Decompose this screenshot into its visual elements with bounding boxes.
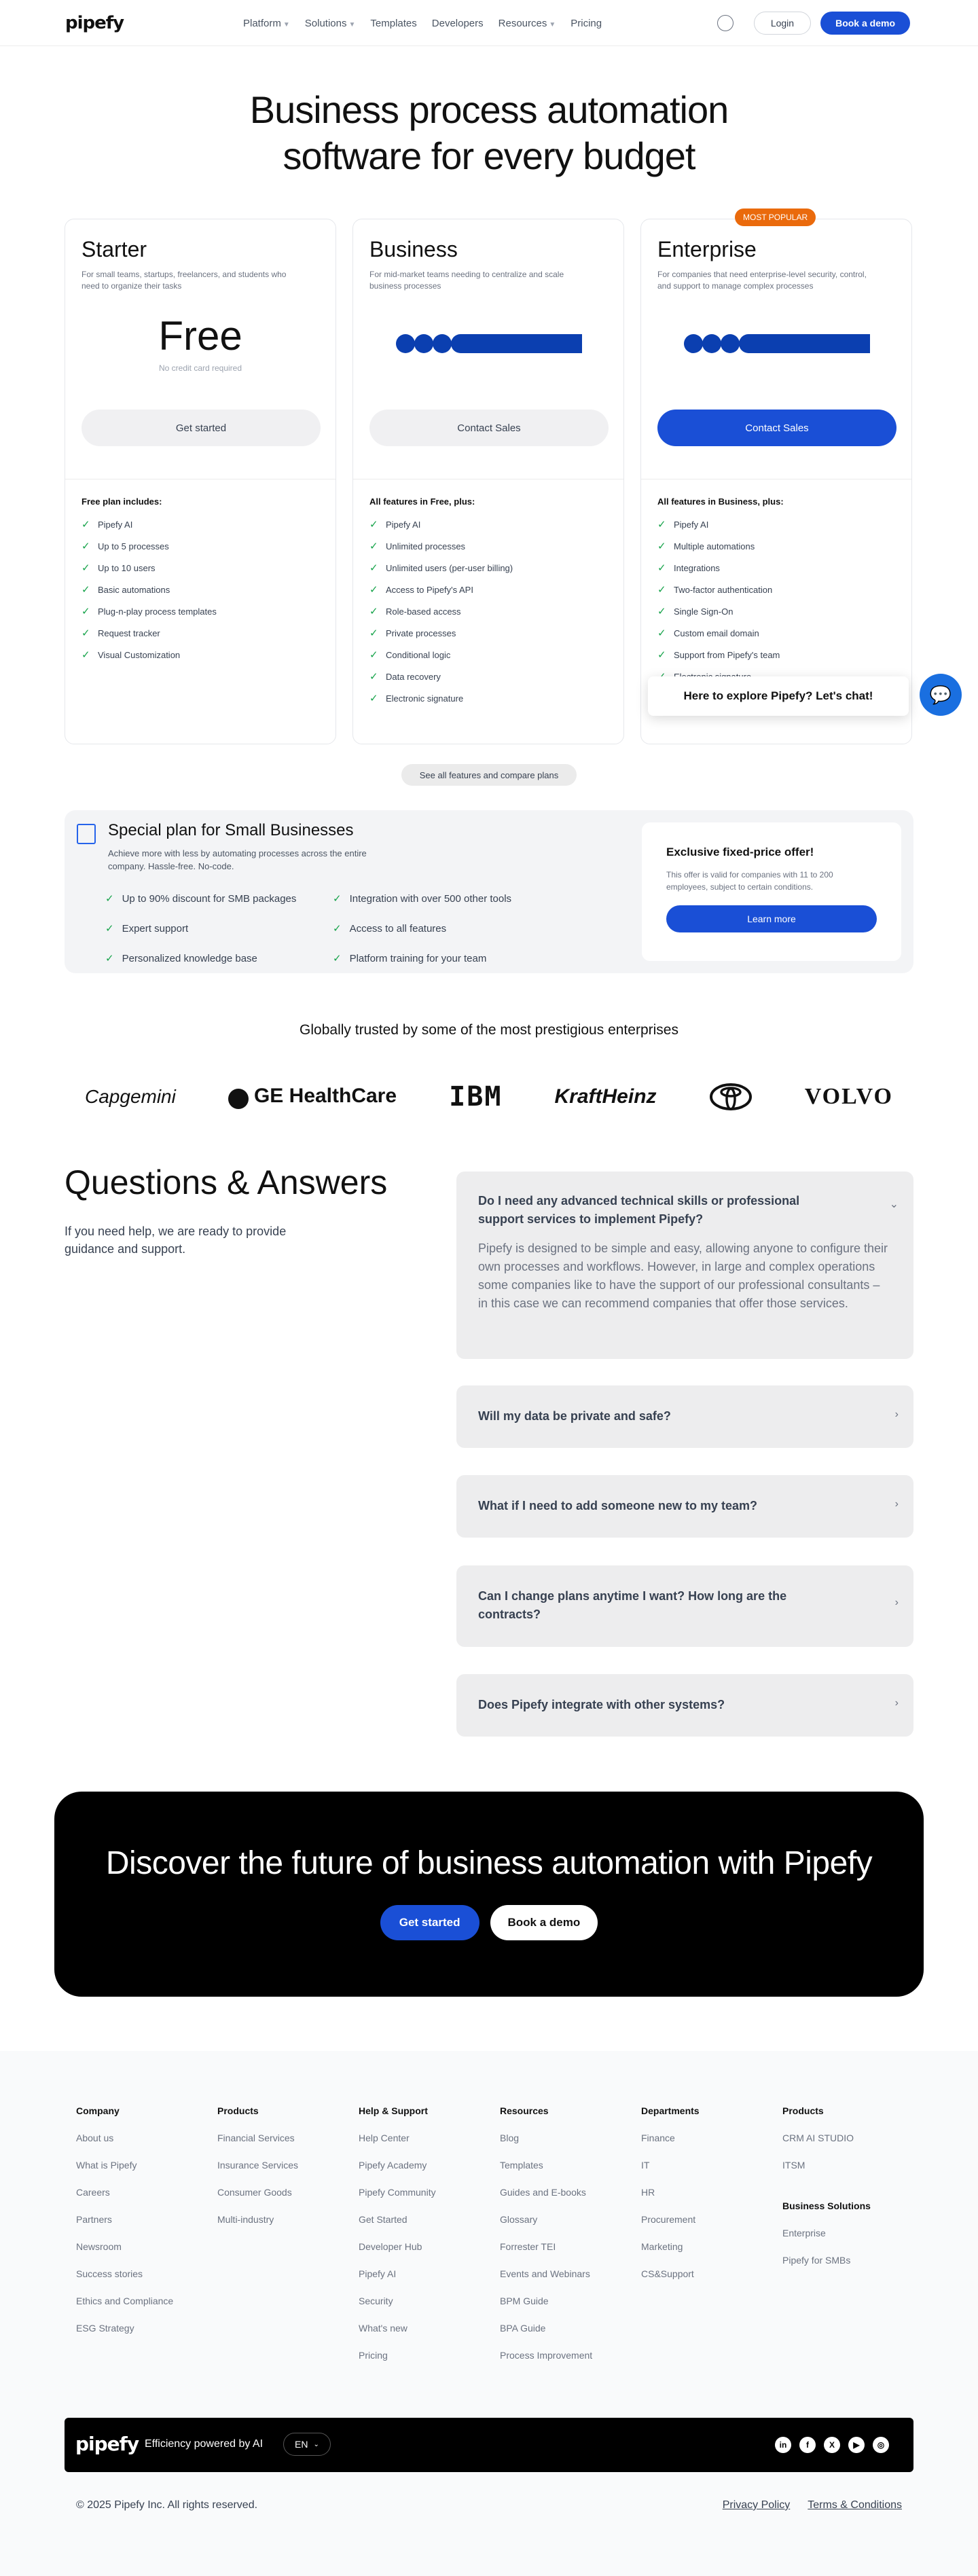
- smb-benefits-col2: [333, 884, 511, 973]
- volvo-logo: VOLVO: [804, 1084, 893, 1109]
- get-started-button[interactable]: Get started: [380, 1905, 479, 1940]
- feature-item: ✓ Pipefy AI: [657, 519, 709, 530]
- check-icon: ✓: [657, 606, 666, 617]
- feature-item: ✓ Request tracker: [82, 628, 160, 639]
- footer-link[interactable]: Financial Services: [217, 2133, 295, 2143]
- footer-link[interactable]: Ethics and Compliance: [76, 2296, 174, 2306]
- feature-item: ✓ Data recovery: [369, 671, 441, 683]
- footer-link[interactable]: Process Improvement: [500, 2350, 593, 2361]
- footer-column-products: Products Financial Services Insurance Services Consumer Goods Multi-industry: [217, 2105, 298, 2228]
- pricing-plans: [65, 213, 912, 744]
- chevron-right-icon: ›: [894, 1498, 899, 1510]
- terms-link[interactable]: Terms & Conditions: [808, 2499, 902, 2511]
- nav-developers[interactable]: Developers: [431, 17, 484, 29]
- privacy-policy-link[interactable]: Privacy Policy: [722, 2499, 791, 2511]
- client-logos: [65, 1076, 913, 1117]
- contact-sales-button[interactable]: Contact Sales: [657, 410, 896, 446]
- smb-subtitle: Achieve more with less by automating processes across the entire company. Hassle-free. No-code.: [108, 848, 367, 871]
- nav-platform[interactable]: Platform ▼: [243, 17, 290, 29]
- qa-subtitle: If you need help, we are ready to provide guidance and support.: [65, 1224, 287, 1256]
- footer-link[interactable]: Pipefy AI: [359, 2268, 397, 2279]
- faq-question: What if I need to add someone new to my team?: [478, 1499, 758, 1512]
- footer-link[interactable]: BPM Guide: [500, 2296, 549, 2306]
- copyright: © 2025 Pipefy Inc. All rights reserved.: [76, 2499, 258, 2511]
- benefit-item: ✓ Personalized knowledge base: [105, 952, 257, 964]
- faq-question: Will my data be private and safe?: [478, 1409, 671, 1423]
- footer-link[interactable]: ITSM: [782, 2160, 805, 2171]
- most-popular-badge: MOST POPULAR: [735, 208, 816, 226]
- contact-sales-button[interactable]: Contact Sales: [369, 410, 609, 446]
- faq-question: Can I change plans anytime I want? How long are the contracts?: [478, 1589, 787, 1621]
- check-icon: ✓: [369, 541, 378, 552]
- check-icon: ✓: [369, 671, 378, 683]
- trusted-heading: Globally trusted by some of the most prestigious enterprises: [300, 1022, 678, 1038]
- toyota-logo: [709, 1083, 753, 1111]
- footer-link[interactable]: ESG Strategy: [76, 2323, 134, 2334]
- check-icon: ✓: [82, 519, 90, 530]
- chevron-right-icon: ›: [894, 1409, 899, 1420]
- chat-popup[interactable]: Here to explore Pipefy? Let's chat!: [648, 676, 909, 716]
- faq-question: Do I need any advanced technical skills or professional support services to implement Pipefy?: [478, 1194, 800, 1226]
- chevron-down-icon: ▼: [283, 20, 290, 29]
- footer-link[interactable]: Blog: [500, 2133, 520, 2143]
- nav-pricing[interactable]: Pricing: [570, 17, 602, 29]
- footer-column-products-2: Products CRM AI STUDIO ITSM Business Solutions Enterprise Pipefy for SMBs: [782, 2105, 871, 2268]
- check-icon: ✓: [369, 519, 378, 530]
- footer-link[interactable]: Pricing: [359, 2350, 388, 2361]
- footer-link[interactable]: Security: [359, 2296, 393, 2306]
- pipefy-logo[interactable]: pipefy: [75, 2433, 139, 2455]
- faq-item[interactable]: [456, 1674, 913, 1737]
- chevron-down-icon: ⌄: [313, 2440, 319, 2448]
- footer-link[interactable]: Help Center: [359, 2133, 410, 2143]
- feature-item: ✓ Conditional logic: [369, 649, 451, 661]
- linkedin-icon[interactable]: in: [775, 2437, 791, 2453]
- feature-item: ✓ Two-factor authentication: [657, 584, 773, 596]
- chevron-down-icon: ⌄: [889, 1199, 899, 1210]
- offer-title: Exclusive fixed-price offer!: [666, 846, 814, 858]
- plan-card-business: [352, 219, 624, 744]
- faq-question: Does Pipefy integrate with other systems?: [478, 1698, 725, 1711]
- instagram-icon[interactable]: ◎: [873, 2437, 889, 2453]
- footer-link[interactable]: Newsroom: [76, 2241, 122, 2252]
- footer-link[interactable]: Marketing: [641, 2241, 683, 2252]
- footer-link[interactable]: Forrester TEI: [500, 2241, 556, 2252]
- footer-link[interactable]: Developer Hub: [359, 2241, 422, 2252]
- footer-link[interactable]: Success stories: [76, 2268, 143, 2279]
- site-footer: [0, 2051, 978, 2576]
- feature-item: ✓ Custom email domain: [657, 628, 759, 639]
- check-icon: ✓: [657, 649, 666, 661]
- kraftheinz-logo: KraftHeinz: [554, 1085, 657, 1108]
- feature-item: ✓ Plug-n-play process templates: [82, 606, 217, 617]
- benefit-item: ✓ Up to 90% discount for SMB packages: [105, 892, 297, 905]
- footer-link[interactable]: Get Started: [359, 2214, 408, 2225]
- check-icon: ✓: [333, 923, 342, 935]
- plan-price: Free: [158, 313, 242, 359]
- benefit-item: ✓ Access to all features: [333, 922, 447, 935]
- footer-link[interactable]: Insurance Services: [217, 2160, 299, 2171]
- faq-item-expanded[interactable]: [456, 1172, 913, 1359]
- footer-link[interactable]: Careers: [76, 2187, 110, 2198]
- footer-column-resources: Resources Blog Templates Guides and E-books Glossary Forrester TEI Events and Webinars BPM Guide BPA Guide Process Improvement: [500, 2105, 592, 2363]
- feature-item: ✓ Single Sign-On: [657, 606, 734, 617]
- book-demo-button[interactable]: Book a demo: [490, 1905, 598, 1940]
- benefit-item: ✓ Expert support: [105, 922, 189, 935]
- offer-card: [642, 822, 901, 961]
- cta-title: Discover the future of business automation with Pipefy: [105, 1845, 873, 1881]
- feature-item: ✓ Visual Customization: [82, 649, 181, 661]
- plan-description: For small teams, startups, freelancers, and students who need to organize their tasks: [82, 270, 287, 291]
- check-icon: ✓: [82, 584, 90, 596]
- feature-item: ✓ Role-based access: [369, 606, 461, 617]
- footer-column-help: Help & Support Help Center Pipefy Academy Pipefy Community Get Started Developer Hub Pipefy AI Security What's new Pricing: [359, 2105, 436, 2363]
- footer-link[interactable]: HR: [641, 2187, 655, 2198]
- x-icon[interactable]: X: [824, 2437, 840, 2453]
- check-icon: ✓: [82, 562, 90, 574]
- login-button[interactable]: Login: [754, 12, 811, 35]
- benefit-item: ✓ Integration with over 500 other tools: [333, 892, 512, 905]
- check-icon: ✓: [82, 649, 90, 661]
- ge-healthcare-logo: GE HealthCare: [228, 1085, 397, 1109]
- offer-text: This offer is valid for companies with 11 to 200 employees, subject to certain conditions.: [666, 870, 833, 892]
- footer-link[interactable]: Pipefy Academy: [359, 2160, 427, 2171]
- footer-link[interactable]: Pipefy Community: [359, 2187, 436, 2198]
- page-title: Business process automation software for every budget: [249, 88, 729, 177]
- footer-link[interactable]: CS&Support: [641, 2268, 694, 2279]
- faq-item[interactable]: [456, 1475, 913, 1538]
- check-icon: ✓: [333, 953, 342, 964]
- footer-link[interactable]: Enterprise: [782, 2228, 826, 2238]
- check-icon: ✓: [82, 606, 90, 617]
- footer-link[interactable]: Templates: [500, 2160, 543, 2171]
- globe-icon[interactable]: [717, 15, 734, 31]
- check-icon: ✓: [369, 584, 378, 596]
- chevron-down-icon: ▼: [348, 20, 356, 29]
- footer-link[interactable]: What is Pipefy: [76, 2160, 137, 2171]
- chevron-right-icon: ›: [894, 1697, 899, 1709]
- check-icon: ✓: [105, 893, 114, 905]
- youtube-icon[interactable]: ▶: [848, 2437, 865, 2453]
- footer-link[interactable]: About us: [76, 2133, 114, 2143]
- get-started-button[interactable]: Get started: [82, 410, 321, 446]
- footer-link[interactable]: BPA Guide: [500, 2323, 546, 2334]
- chevron-right-icon: ›: [894, 1597, 899, 1608]
- footer-column-company: Company About us What is Pipefy Careers Partners Newsroom Success stories Ethics and Compliance ESG Strategy: [76, 2105, 173, 2336]
- check-icon: ✓: [369, 606, 378, 617]
- feature-list: All features in Free, plus: ✓ Pipefy AI ✓ Unlimited processes ✓ Unlimited users (per-user billing) ✓ Access to Pipefy's API ✓ Role-based access ✓ Private processes ✓ Conditional logic ✓ Data recovery ✓ Electronic signature: [369, 496, 513, 709]
- learn-more-button[interactable]: Learn more: [666, 905, 877, 932]
- plan-card-starter: [65, 219, 336, 744]
- main-nav: [243, 0, 602, 46]
- faq-answer: Pipefy is designed to be simple and easy, allowing anyone to configure their own processes and workflows. However, in large and complex operations some companies like to have the support of our professional consultants – in this case we can recommend companies that offer those services.: [478, 1241, 888, 1310]
- plan-name: Starter: [82, 237, 147, 261]
- footer-link[interactable]: Multi-industry: [217, 2214, 274, 2225]
- footer-brand-bar: [65, 2418, 913, 2472]
- site-header: [0, 0, 978, 46]
- feature-item: ✓ Unlimited users (per-user billing): [369, 562, 513, 574]
- chat-bubble-icon[interactable]: 💬: [920, 674, 962, 716]
- check-icon: ✓: [657, 519, 666, 530]
- plan-price-note: No credit card required: [158, 363, 242, 373]
- ibm-logo: IBM: [449, 1081, 503, 1112]
- check-icon: ✓: [369, 693, 378, 704]
- faq-item[interactable]: [456, 1385, 913, 1448]
- footer-link[interactable]: What's new: [359, 2323, 408, 2334]
- check-icon: ✓: [369, 649, 378, 661]
- feature-item: ✓ Up to 10 users: [82, 562, 156, 574]
- footer-link[interactable]: CRM AI STUDIO: [782, 2133, 854, 2143]
- plan-description: For mid-market teams needing to centralize and scale business processes: [369, 270, 564, 291]
- footer-link[interactable]: Guides and E-books: [500, 2187, 586, 2198]
- footer-link[interactable]: Finance: [641, 2133, 675, 2143]
- footer-link[interactable]: Pipefy for SMBs: [782, 2255, 851, 2266]
- check-icon: ✓: [82, 541, 90, 552]
- price-placeholder-graphic: [683, 333, 870, 354]
- smb-benefits-col1: [105, 884, 296, 973]
- check-icon: ✓: [657, 628, 666, 639]
- feature-item: ✓ Pipefy AI: [369, 519, 421, 530]
- footer-link[interactable]: Events and Webinars: [500, 2268, 590, 2279]
- tagline: Efficiency powered by AI: [145, 2438, 264, 2450]
- cta-banner: [54, 1792, 924, 1997]
- qa-title: Questions & Answers: [65, 1163, 388, 1201]
- plan-name: Enterprise: [657, 237, 757, 261]
- book-demo-button[interactable]: Book a demo: [820, 12, 910, 35]
- chevron-down-icon: ▼: [549, 20, 556, 29]
- check-icon: ✓: [657, 541, 666, 552]
- footer-link[interactable]: Partners: [76, 2214, 112, 2225]
- plan-name: Business: [369, 237, 458, 261]
- building-icon: [77, 824, 96, 844]
- nav-templates[interactable]: Templates: [370, 17, 417, 29]
- check-icon: ✓: [105, 953, 114, 964]
- check-icon: ✓: [333, 893, 342, 905]
- compare-plans-button[interactable]: See all features and compare plans: [401, 764, 577, 786]
- capgemini-logo: Capgemini: [85, 1086, 176, 1107]
- smb-plan-section: [65, 810, 913, 973]
- feature-list: Free plan includes: ✓ Pipefy AI ✓ Up to 5 processes ✓ Up to 10 users ✓ Basic automations ✓ Plug-n-play process templates ✓ Request tracker ✓ Visual Customization: [82, 496, 217, 666]
- feature-item: ✓ Basic automations: [82, 584, 170, 596]
- feature-item: ✓ Up to 5 processes: [82, 541, 169, 552]
- smb-title: Special plan for Small Businesses: [108, 821, 354, 839]
- feature-item: ✓ Electronic signature: [369, 693, 464, 704]
- feature-item: ✓ Integrations: [657, 562, 720, 574]
- footer-link[interactable]: Glossary: [500, 2214, 538, 2225]
- check-icon: ✓: [657, 562, 666, 574]
- pipefy-logo[interactable]: pipefy: [65, 12, 124, 33]
- nav-solutions[interactable]: Solutions ▼: [304, 17, 356, 29]
- check-icon: ✓: [369, 562, 378, 574]
- facebook-icon[interactable]: f: [799, 2437, 816, 2453]
- footer-column-departments: Departments Finance IT HR Procurement Marketing CS&Support: [641, 2105, 700, 2282]
- nav-resources[interactable]: Resources ▼: [498, 17, 556, 29]
- footer-link[interactable]: Procurement: [641, 2214, 696, 2225]
- benefit-item: ✓ Platform training for your team: [333, 952, 487, 964]
- price-placeholder-graphic: [395, 333, 582, 354]
- feature-item: ✓ Unlimited processes: [369, 541, 466, 552]
- feature-list: All features in Business, plus: ✓ Pipefy AI ✓ Multiple automations ✓ Integrations ✓ Two-factor authentication ✓ Single Sign-On ✓ Custom email domain ✓ Support from Pipefy's team: [657, 496, 784, 687]
- check-icon: ✓: [105, 923, 114, 935]
- language-selector[interactable]: EN ⌄: [283, 2433, 331, 2456]
- feature-item: ✓ Pipefy AI: [82, 519, 133, 530]
- feature-item: ✓ Support from Pipefy's team: [657, 649, 780, 661]
- plan-card-enterprise: [640, 213, 912, 744]
- feature-item: ✓ Multiple automations: [657, 541, 755, 552]
- check-icon: ✓: [82, 628, 90, 639]
- footer-link[interactable]: Consumer Goods: [217, 2187, 292, 2198]
- faq-item[interactable]: [456, 1565, 913, 1647]
- plan-description: For companies that need enterprise-level security, control, and support to manage complex processes: [657, 270, 867, 291]
- footer-link[interactable]: IT: [641, 2160, 650, 2171]
- feature-item: ✓ Private processes: [369, 628, 456, 639]
- check-icon: ✓: [657, 584, 666, 596]
- feature-item: ✓ Access to Pipefy's API: [369, 584, 473, 596]
- check-icon: ✓: [369, 628, 378, 639]
